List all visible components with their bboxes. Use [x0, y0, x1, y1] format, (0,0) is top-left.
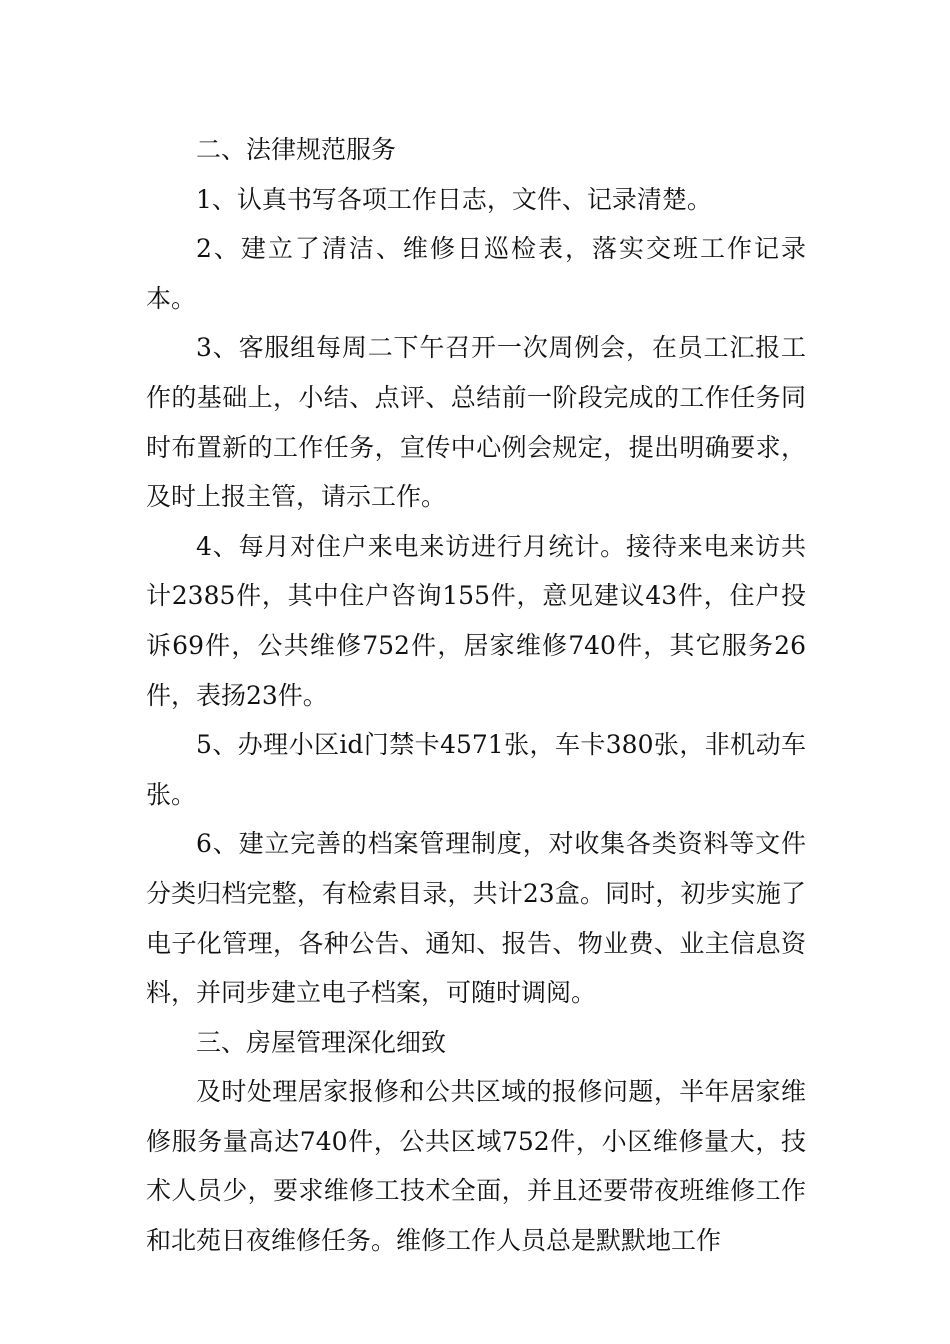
document-body [146, 125, 806, 1266]
paragraph-item-5: 5、办理小区id门禁卡4571张，车卡380张，非机动车张。 [146, 730, 806, 809]
paragraph-item-3: 3、客服组每周二下午召开一次周例会，在员工汇报工作的基础上，小结、点评、总结前一阶段完成的工作任务同时布置新的工作任务，宣传中心例会规定，提出明确要求，及时上报主管，请示工作。 [146, 333, 806, 512]
section-heading-housing-management: 三、房屋管理深化细致 [196, 1027, 447, 1057]
section-heading-legal-service: 二、法律规范服务 [196, 135, 397, 164]
paragraph-item-4: 4、每月对住户来电来访进行月统计。接待来电来访共计2385件，其中住户咨询155件，意见建议43件，住户投诉69件，公共维修752件，居家维修740件，其它服务26件，表扬23件。 [146, 531, 806, 710]
paragraph-item-6: 6、建立完善的档案管理制度，对收集各类资料等文件分类归档完整，有检索目录，共计23盒。同时，初步实施了电子化管理，各种公告、通知、报告、物业费、业主信息资料，并同步建立电子档案，可随时调阅。 [146, 829, 806, 1008]
paragraph-item-1: 1、认真书写各项工作日志，文件、记录清楚。 [196, 184, 712, 214]
paragraph-item-2: 2、建立了清洁、维修日巡检表，落实交班工作记录本。 [146, 234, 806, 313]
paragraph-repair-summary: 及时处理居家报修和公共区域的报修问题，半年居家维修服务量高达740件，公共区域752件，小区维修量大，技术人员少，要求维修工技术全面，并且还要带夜班维修工作和北苑日夜维修任务。维修工作人员总是默默地工作 [146, 1077, 806, 1256]
